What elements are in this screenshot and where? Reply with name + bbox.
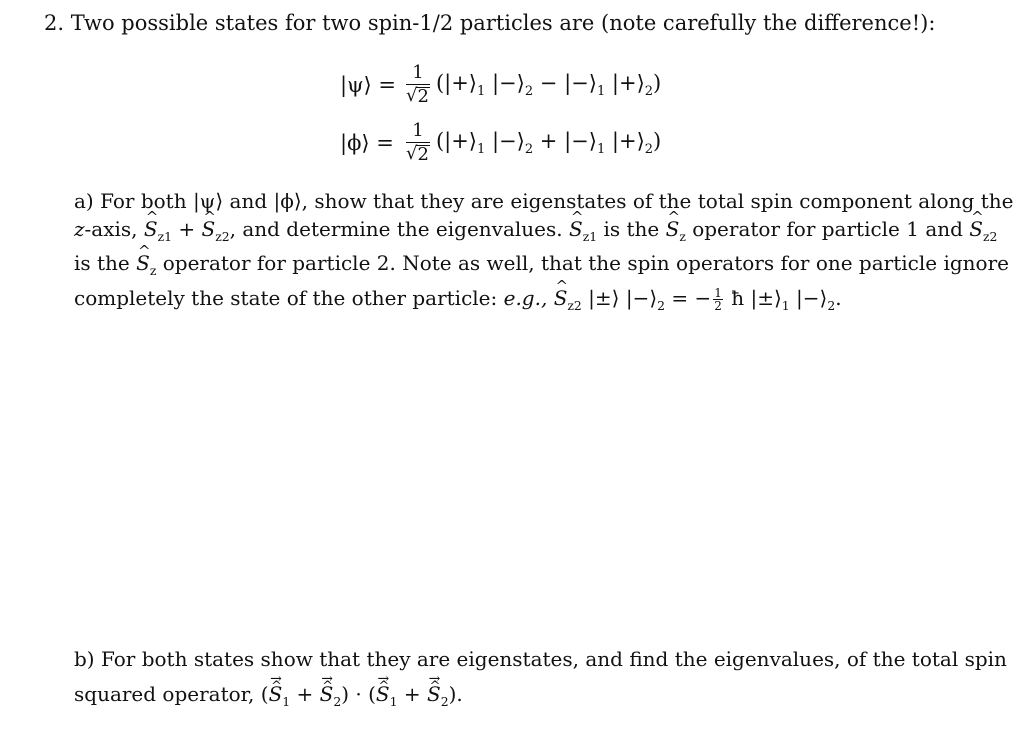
subscript: z2: [567, 297, 582, 313]
operator-plus: +: [172, 216, 202, 241]
s-hat-operator: ^ S: [202, 216, 216, 244]
part-a-line-4: [74, 285, 984, 320]
problem-number: 2.: [44, 11, 65, 35]
ket-plus-1: (|+⟩: [435, 128, 477, 153]
subscript: 2: [657, 297, 666, 313]
part-a-text: -axis,: [84, 216, 144, 241]
part-a-text: is the: [74, 251, 137, 275]
problem-statement: Two possible states for two spin-1/2 particles are (note carefully the difference!):: [70, 11, 936, 35]
s-hat-operator: ^ S: [136, 250, 150, 278]
part-a-text: is the: [597, 216, 666, 241]
part-a-text: = −: [665, 285, 712, 310]
dot-product: ) · (: [341, 682, 376, 706]
ket-minus-1: |−⟩: [564, 128, 597, 153]
subscript: z2: [215, 228, 230, 244]
subscript: 1: [389, 694, 398, 709]
part-a-text: |−⟩: [789, 285, 828, 310]
subscript: 1: [282, 694, 291, 709]
s-hat-operator: ^ S: [144, 216, 158, 244]
hbar-text: ħ |±⟩: [724, 285, 782, 310]
s-vector-operator: → S ^: [376, 677, 390, 712]
subscript: 2: [333, 694, 342, 709]
part-a-text: completely the state of the other particle:: [74, 285, 504, 310]
s-vector-operator: → S ^: [427, 677, 441, 712]
ket-plus-1: (|+⟩: [435, 70, 477, 95]
eg-abbreviation: e.g.,: [503, 285, 548, 310]
close-paren: ): [653, 128, 662, 153]
equation-phi: [340, 120, 661, 166]
fraction-numerator: 1: [412, 120, 424, 141]
fraction-one-over-root-two: [406, 122, 430, 164]
operator-minus: −: [533, 70, 565, 95]
part-b-line-2: [74, 677, 984, 719]
fraction-denominator: [406, 142, 430, 164]
ket-minus-2: |−⟩: [485, 128, 525, 153]
sqrt-symbol: √: [406, 143, 418, 164]
part-a-text: a) For both |ψ⟩ and |ϕ⟩, show that they are eigenstates of the total spin component along the: [74, 189, 1014, 213]
s-hat-operator: ^ S: [554, 285, 568, 313]
equation-psi-lhs: |ψ⟩ =: [340, 73, 397, 97]
part-a-text: , and determine the eigenvalues.: [229, 216, 569, 241]
subscript: 2: [827, 297, 836, 313]
sqrt-radicand: 2: [417, 86, 429, 107]
subscript: 1: [477, 142, 486, 158]
z-variable: z: [74, 216, 85, 241]
subscript: 2: [644, 142, 654, 158]
subscript: 2: [524, 142, 534, 158]
equation-phi-rhs: [436, 129, 661, 157]
subscript: 2: [440, 694, 449, 709]
sqrt-radicand: 2: [417, 144, 429, 165]
s-vector-operator: → S ^: [320, 677, 334, 712]
part-a-text: |±⟩ |−⟩: [581, 285, 658, 310]
fraction-denominator: 2: [714, 298, 722, 313]
period: .: [835, 285, 842, 310]
problem-header: [44, 10, 935, 37]
subscript: 2: [644, 84, 654, 100]
subscript: z: [679, 228, 686, 244]
equation-phi-lhs: |ϕ⟩ =: [340, 131, 394, 155]
sqrt-symbol: √: [406, 85, 418, 106]
equation-psi: [340, 62, 661, 108]
fraction-numerator: 1: [412, 62, 424, 83]
subscript: z1: [582, 228, 598, 244]
ket-minus-1: |−⟩: [564, 70, 597, 95]
ket-plus-2: |+⟩: [605, 128, 645, 153]
fraction-denominator: [406, 84, 430, 106]
part-b-paragraph: [74, 642, 1007, 719]
equation-psi-rhs: [436, 71, 661, 99]
fraction-numerator: 1: [714, 285, 722, 300]
subscript: z2: [983, 228, 998, 244]
operator-plus: +: [397, 682, 427, 706]
part-a-line-2: [74, 216, 998, 251]
ket-plus-2: |+⟩: [605, 70, 645, 95]
subscript: 1: [781, 297, 790, 313]
subscript: 2: [524, 84, 534, 100]
part-a-text: operator for particle 1 and: [685, 216, 970, 241]
s-hat-operator: ^ S: [969, 216, 983, 244]
part-b-text: b) For both states show that they are eigenstates, and find the eigenvalues, of the total spin: [74, 647, 1007, 671]
fraction-one-half: [713, 287, 723, 312]
fraction-one-over-root-two: [406, 64, 430, 106]
s-hat-operator: ^ S: [569, 216, 583, 244]
operator-plus: +: [290, 682, 320, 706]
subscript: 1: [596, 142, 606, 158]
s-hat-operator: ^ S: [666, 216, 680, 244]
operator-plus: +: [533, 128, 565, 153]
subscript: z: [149, 263, 157, 278]
part-a-line-3: [74, 250, 1009, 285]
part-b-line-1: [74, 642, 1007, 677]
part-b-text: ).: [448, 682, 463, 706]
subscript: 1: [477, 84, 486, 100]
subscript: 1: [596, 84, 606, 100]
part-a-paragraph: [74, 188, 1014, 319]
subscript: z1: [157, 228, 173, 244]
close-paren: ): [653, 70, 662, 95]
part-a-text: operator for particle 2. Note as well, that the spin operators for one particle ignore: [156, 251, 1009, 275]
ket-minus-2: |−⟩: [485, 70, 525, 95]
s-vector-operator: → S ^: [269, 677, 283, 712]
part-b-text: squared operator, (: [74, 682, 269, 706]
